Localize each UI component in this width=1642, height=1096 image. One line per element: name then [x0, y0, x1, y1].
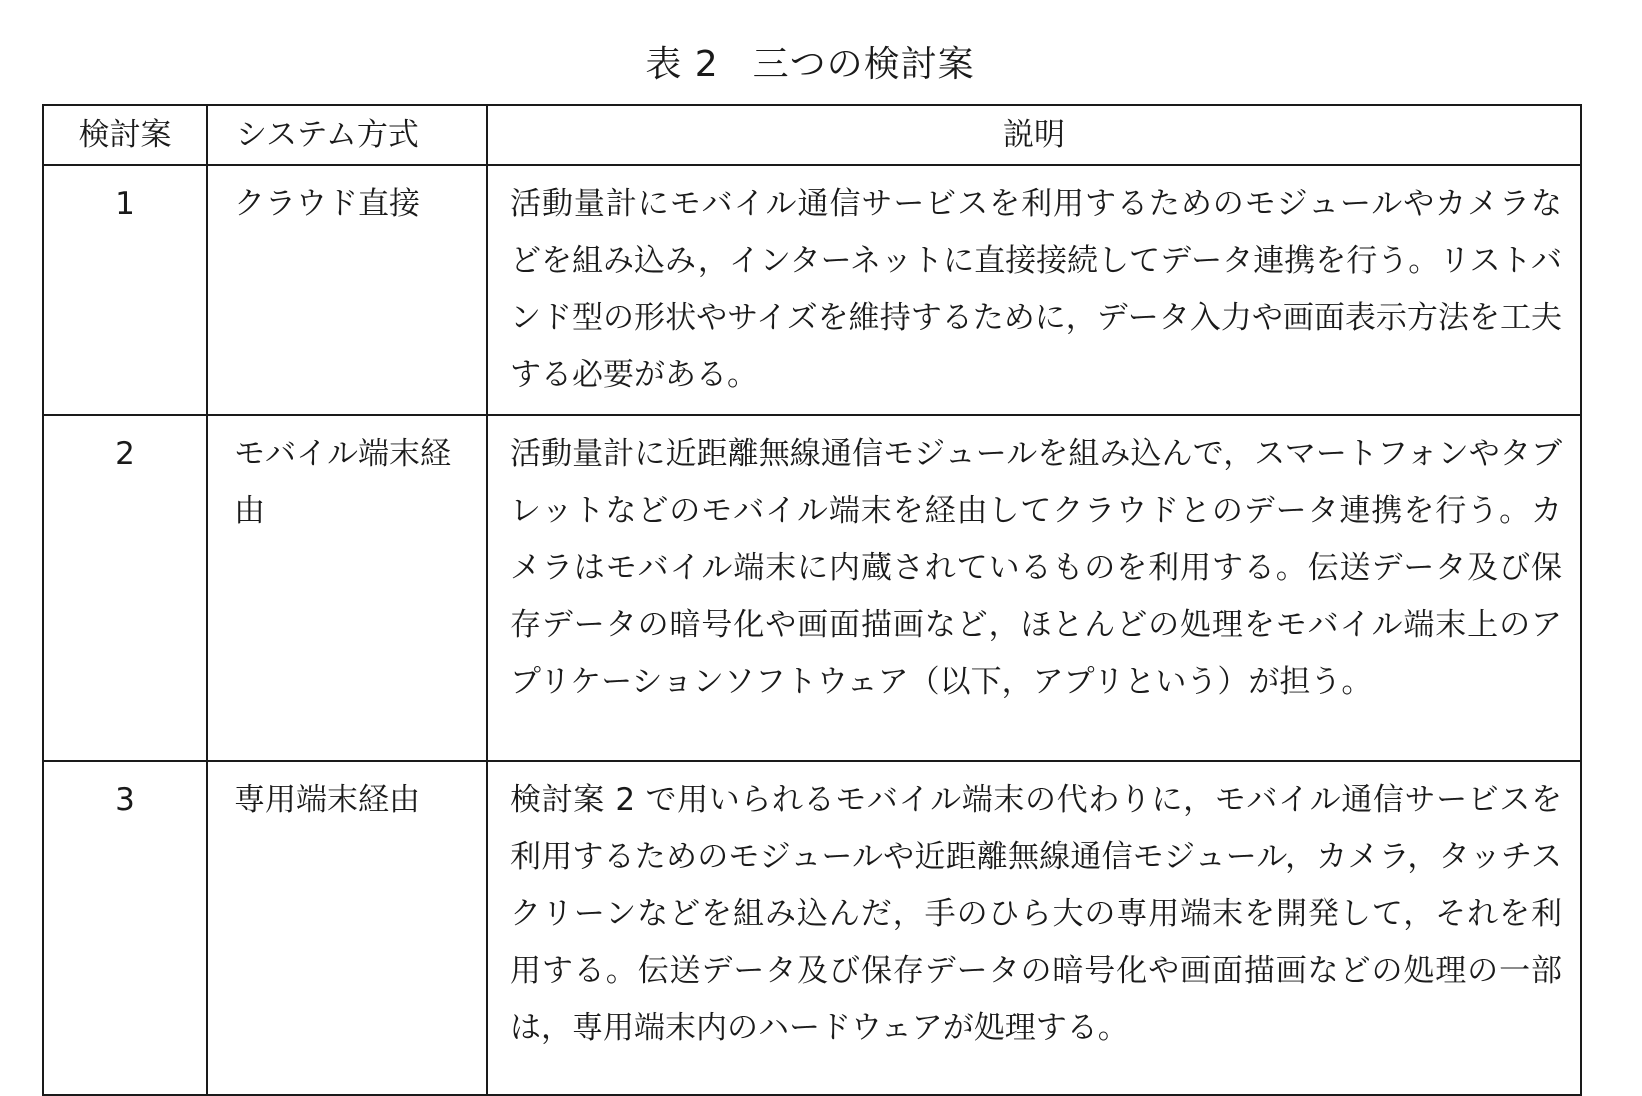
row-1-number: 1 — [43, 165, 207, 415]
header-description: 説明 — [487, 105, 1581, 165]
row-1-method: クラウド直接 — [207, 165, 487, 415]
row-2-description: 活動量計に近距離無線通信モジュールを組み込んで，スマートフォンやタブレットなどのモバイル端末を経由してクラウドとのデータ連携を行う。カメラはモバイル端末に内蔵されているものを利用する。伝送データ及び保存データの暗号化や画面描画など，ほとんどの処理をモバイル端末上のアプリケーションソフトウェア（以下，アプリという）が担う。 — [487, 415, 1581, 761]
table-row — [43, 415, 1581, 761]
row-3-method: 専用端末経由 — [207, 761, 487, 1095]
table-caption — [0, 40, 1620, 90]
header-proposal: 検討案 — [43, 105, 207, 165]
row-2-number: 2 — [43, 415, 207, 761]
table-row — [43, 165, 1581, 415]
row-2-method: モバイル端末経由 — [207, 415, 487, 761]
row-3-number: 3 — [43, 761, 207, 1095]
table-number: 表 2 — [645, 44, 719, 85]
table-header-row — [43, 105, 1581, 165]
table-row — [43, 761, 1581, 1095]
proposal-table — [42, 104, 1582, 1096]
header-system-method: システム方式 — [207, 105, 487, 165]
row-1-description: 活動量計にモバイル通信サービスを利用するためのモジュールやカメラなどを組み込み，インターネットに直接接続してデータ連携を行う。リストバンド型の形状やサイズを維持するために，データ入力や画面表示方法を工夫する必要がある。 — [487, 165, 1581, 415]
table-title: 三つの検討案 — [752, 44, 975, 85]
row-3-description: 検討案 2 で用いられるモバイル端末の代わりに，モバイル通信サービスを利用するためのモジュールや近距離無線通信モジュール，カメラ，タッチスクリーンなどを組み込んだ，手のひら大の専用端末を開発して，それを利用する。伝送データ及び保存データの暗号化や画面描画などの処理の一部は，専用端末内のハードウェアが処理する。 — [487, 761, 1581, 1095]
